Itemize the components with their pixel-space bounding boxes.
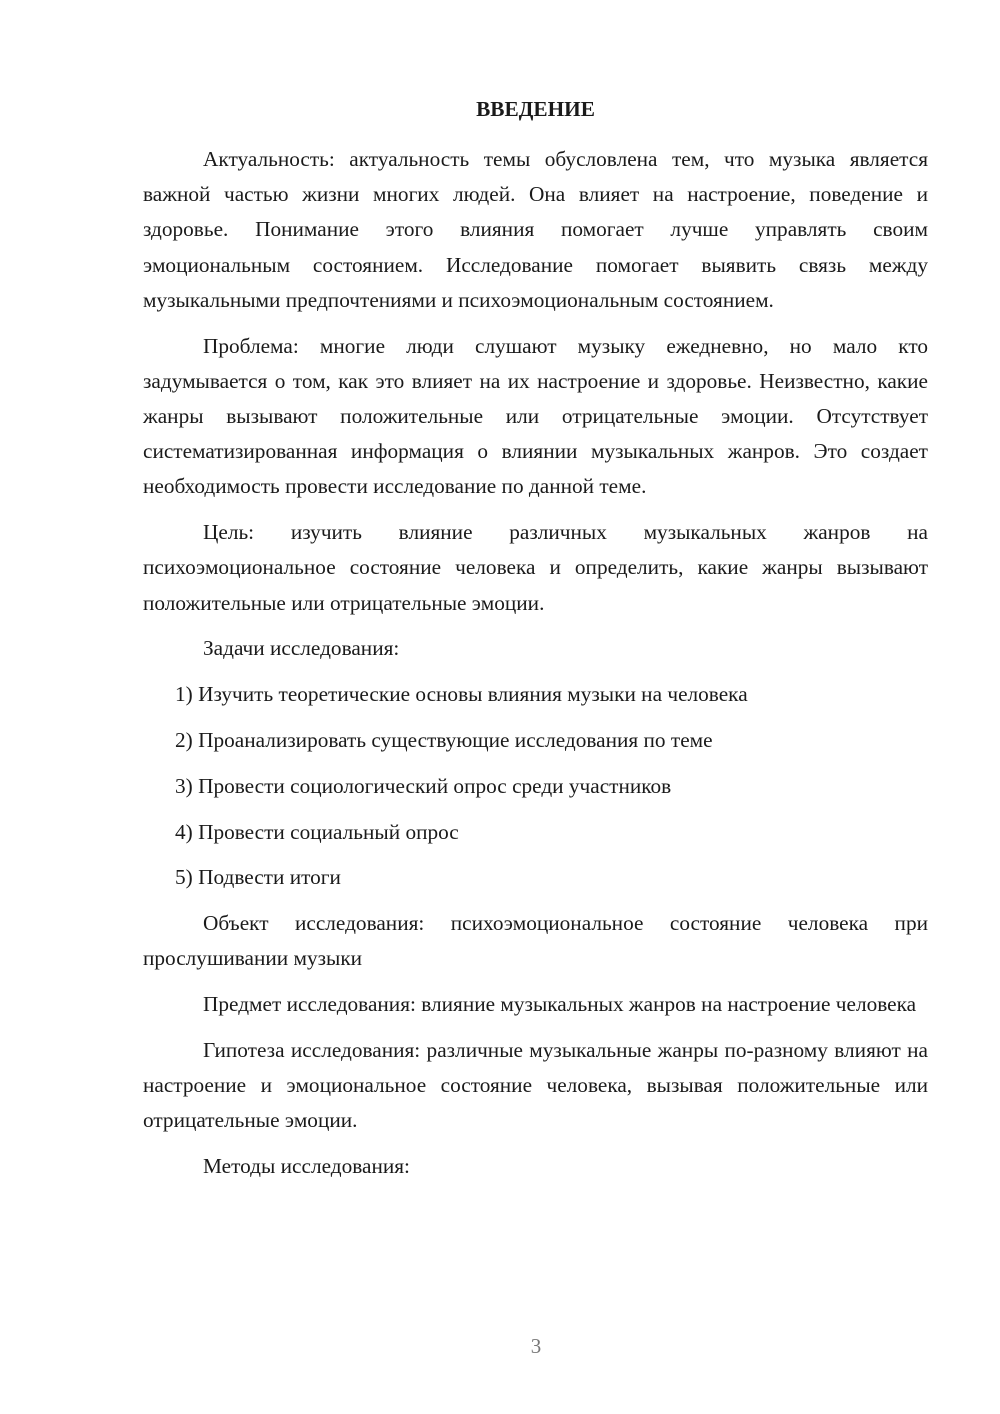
subject-paragraph: Предмет исследования: влияние музыкальных жанров на настроение человека [203, 992, 917, 1017]
task-item: 1) Изучить теоретические основы влияния музыки на человека [175, 682, 748, 707]
section-title: ВВЕДЕНИЕ [476, 97, 595, 121]
task-item: 5) Подвести итоги [175, 865, 341, 890]
task-item: 4) Провести социальный опрос [175, 819, 459, 844]
methods-heading: Методы исследования: [203, 1154, 410, 1179]
tasks-heading: Задачи исследования: [203, 636, 400, 661]
hypothesis-paragraph: Гипотеза исследования: различные музыкальные жанры по-разному влияют на настроение и эмоциональное состояние человека, вызывая положительные или отрицательные эмоции. [143, 1038, 928, 1133]
task-item: 3) Провести социологический опрос среди участников [175, 773, 672, 798]
relevance-paragraph: Актуальность: актуальность темы обусловлена тем, что музыка является важной частью жизни многих людей. Она влияет на настроение, поведение и здоровье. Понимание этого влияния помогает лучше управлять своим эмоциональным состоянием. Исследование помогает выявить связь между музыкальными предпочтениями и психоэмоциональным состоянием. [143, 147, 928, 312]
document-page [143, 92, 928, 1195]
page-number: 3 [530, 1334, 542, 1358]
object-paragraph: Объект исследования: психоэмоциональное состояние человека при прослушивании музыки [143, 911, 928, 971]
problem-paragraph: Проблема: многие люди слушают музыку ежедневно, но мало кто задумывается о том, как это влияет на их настроение и здоровье. Неизвестно, какие жанры вызывают положительные или отрицательные эмоции. Отсутствует систематизированная информация о влиянии музыкальных жанров. Это создает необходимость провести исследование по данной теме. [143, 333, 928, 499]
task-item: 2) Проанализировать существующие исследования по теме [175, 728, 713, 753]
goal-paragraph: Цель: изучить влияние различных музыкальных жанров на психоэмоциональное состояние человека и определить, какие жанры вызывают положительные или отрицательные эмоции. [143, 520, 928, 615]
